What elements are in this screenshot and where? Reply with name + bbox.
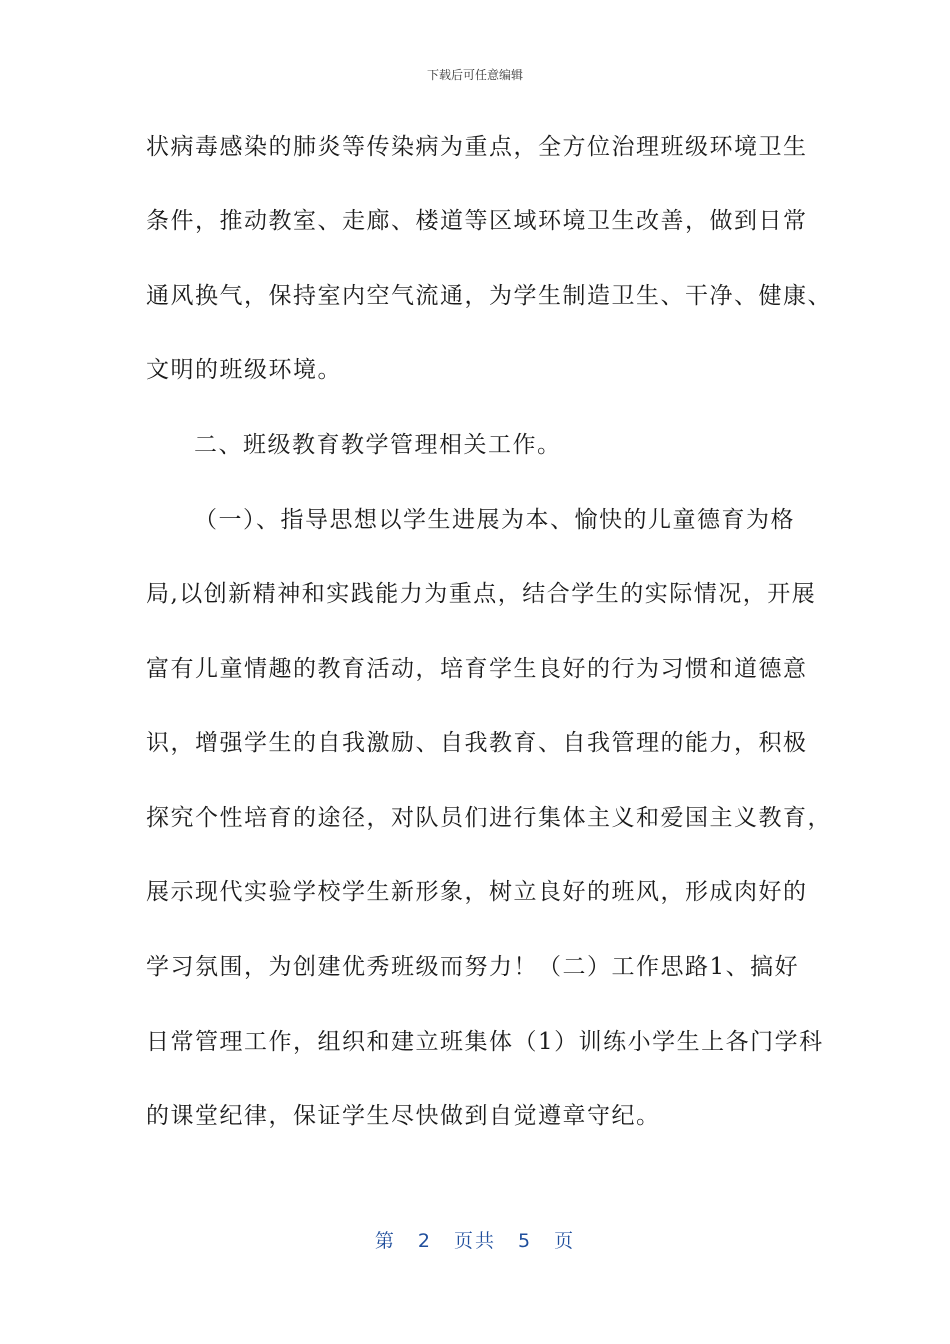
current-page-number: 2 — [417, 1230, 432, 1252]
page-footer — [0, 1226, 950, 1253]
body-line: 局,以创新精神和实践能力为重点，结合学生的实际情况，开展 — [146, 581, 817, 607]
section-heading: 二、班级教育教学管理相关工作。 — [194, 432, 562, 458]
body-line: （一）、指导思想以学生进展为本、愉快的儿童德育为格 — [194, 507, 795, 533]
body-line: 展示现代实验学校学生新形象，树立良好的班风，形成肉好的 — [146, 879, 808, 905]
body-line: 日常管理工作，组织和建立班集体（1）训练小学生上各门学科 — [146, 1029, 824, 1055]
body-line: 富有儿童情趣的教育活动，培育学生良好的行为习惯和道德意 — [146, 656, 808, 682]
footer-suffix: 页 — [554, 1230, 576, 1252]
footer-middle: 页共 — [453, 1230, 496, 1252]
body-line: 通风换气，保持室内空气流通，为学生制造卫生、干净、健康、 — [146, 283, 832, 309]
total-page-number: 5 — [518, 1230, 533, 1252]
body-line: 探究个性培育的途径，对队员们进行集体主义和爱国主义教育， — [146, 805, 832, 831]
body-line: 学习氛围，为创建优秀班级而努力！（二）工作思路1、搞好 — [146, 954, 800, 980]
footer-prefix: 第 — [374, 1230, 396, 1252]
body-line: 状病毒感染的肺炎等传染病为重点，全方位治理班级环境卫生 — [146, 134, 808, 160]
body-line: 文明的班级环境。 — [146, 357, 342, 383]
body-line: 识，增强学生的自我激励、自我教育、自我管理的能力，积极 — [146, 730, 808, 756]
body-line: 的课堂纪律，保证学生尽快做到自觉遵章守纪。 — [146, 1103, 661, 1129]
body-line: 条件，推动教室、走廊、楼道等区域环境卫生改善，做到日常 — [146, 208, 808, 234]
page-header: 下载后可任意编辑 — [426, 68, 523, 82]
